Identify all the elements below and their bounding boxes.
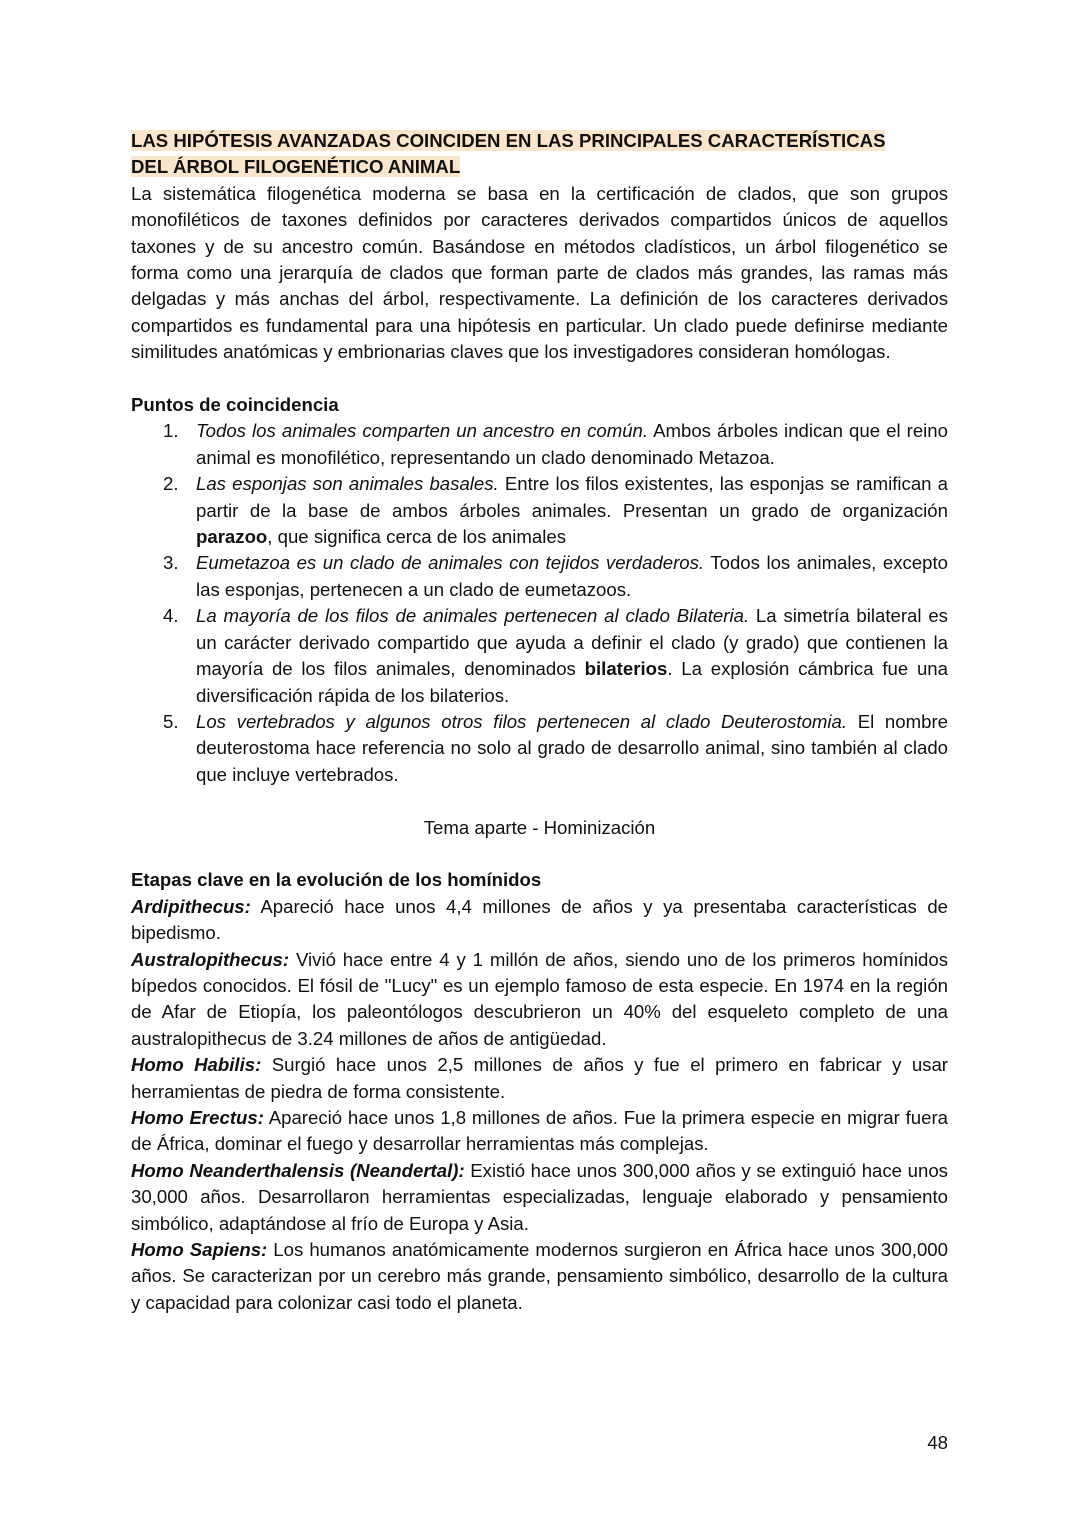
item-text-post: , que significa cerca de los animales — [267, 526, 566, 548]
list-number: 1. — [163, 420, 179, 442]
hominid-entry — [131, 894, 948, 947]
list-item — [131, 550, 948, 603]
coincidence-title: Puntos de coincidencia — [131, 394, 339, 416]
item-text: Ambos árboles indican que el reino animal es monofilético, representando un clado denominado Metazoa. — [196, 420, 948, 468]
hominid-entry — [131, 1105, 948, 1158]
page-number: 48 — [927, 1432, 948, 1453]
item-text: La simetría bilateral es un carácter derivado compartido que ayuda a definir el clado (y grado) que contienen la mayoría de los filos animales, denominados — [196, 605, 948, 680]
hominid-text: Los humanos anatómicamente modernos surgieron en África hace unos 300,000 años. Se caracterizan por un cerebro más grande, pensamiento simbólico, desarrollo de la cultura y capacidad para colonizar casi todo el planeta. — [131, 1239, 948, 1313]
hominid-entry — [131, 1052, 948, 1105]
hominid-entry — [131, 947, 948, 1053]
item-claim: Las esponjas son animales basales. — [196, 473, 499, 495]
hominid-text: Vivió hace entre 4 y 1 millón de años, siendo uno de los primeros homínidos bípedos conocidos. El fósil de "Lucy" es un ejemplo famoso de esta especie. En 1974 en la región de Afar de Etiopía, los paleontólogos descubrieron un 40% del esqueleto completo de una australopithecus de 3.24 millones de años de antigüedad. — [131, 948, 948, 1049]
item-claim: Todos los animales comparten un ancestro en común. — [196, 420, 649, 442]
spacer — [131, 788, 948, 814]
list-item — [131, 603, 948, 709]
section-heading — [131, 128, 948, 181]
hominid-entry — [131, 1237, 948, 1316]
list-number: 3. — [163, 552, 179, 574]
list-number: 4. — [163, 605, 179, 627]
item-text: El nombre deuterostoma hace referencia no solo al grado de desarrollo animal, sino también al clado que incluye vertebrados. — [196, 710, 948, 785]
intro-paragraph: La sistemática filogenética moderna se basa en la certificación de clados, que son grupos monofiléticos de taxones definidos por caracteres derivados compartidos únicos de aquellos taxones y de su ancestro común. Basándose en métodos cladísticos, un árbol filogenético se forma como una jerarquía de clados que forman parte de clados más grandes, las ramas más delgadas y más anchas del árbol, respectivamente. La definición de los caracteres derivados compartidos es fundamental para una hipótesis en particular. Un clado puede definirse mediante similitudes anatómicas y embrionarias claves que los investigadores consideran homólogas. — [131, 182, 948, 363]
item-bold-term: parazoo — [196, 526, 268, 548]
hominid-term: Ardipithecus: — [131, 895, 251, 917]
hominid-text: Surgió hace unos 2,5 millones de años y fue el primero en fabricar y usar herramientas de piedra de forma consistente. — [131, 1054, 948, 1102]
hominid-term: Australopithecus: — [131, 948, 290, 970]
hominid-term: Homo Habilis: — [131, 1054, 262, 1076]
hominid-text: Apareció hace unos 4,4 millones de años y ya presentaba características de bipedismo. — [131, 895, 948, 944]
hominid-text: Existió hace unos 300,000 años y se extinguió hace unos 30,000 años. Desarrollaron herramientas especializadas, lenguaje elaborado y pensamiento simbólico, adaptándose al frío de Europa y Asia. — [131, 1159, 948, 1234]
list-item — [131, 709, 948, 788]
item-claim: Eumetazoa es un clado de animales con tejidos verdaderos. — [196, 552, 705, 574]
hominid-entry — [131, 1158, 948, 1237]
list-item — [131, 471, 948, 550]
hominid-text: Apareció hace unos 1,8 millones de años. Fue la primera especie en migrar fuera de África, dominar el fuego y desarrollar herramientas más complejas. — [131, 1106, 948, 1155]
list-item — [131, 418, 948, 471]
hominid-term: Homo Neanderthalensis (Neandertal): — [131, 1159, 465, 1181]
hominids-title: Etapas clave en la evolución de los homínidos — [131, 869, 542, 891]
list-number: 2. — [163, 473, 179, 495]
hominid-term: Homo Erectus: — [131, 1106, 264, 1128]
item-bold-term: bilaterios — [584, 658, 668, 680]
hominid-term: Homo Sapiens: — [131, 1239, 268, 1261]
spacer — [131, 841, 948, 867]
item-text-post: . La explosión cámbrica fue una diversificación rápida de los bilaterios. — [196, 658, 948, 706]
spacer — [131, 366, 948, 392]
item-claim: La mayoría de los filos de animales pertenecen al clado Bilateria. — [196, 605, 750, 627]
list-number: 5. — [163, 710, 179, 732]
document-page — [131, 128, 948, 1316]
side-topic-title: Tema aparte - Hominización — [423, 816, 656, 838]
item-text: Todos los animales, excepto las esponjas, pertenecen a un clado de eumetazoos. — [196, 552, 948, 600]
item-claim: Los vertebrados y algunos otros filos pertenecen al clado Deuterostomia. — [196, 710, 848, 732]
heading-line-2: DEL ÁRBOL FILOGENÉTICO ANIMAL — [131, 156, 461, 178]
coincidence-list — [131, 418, 948, 788]
item-text: Entre los filos existentes, las esponjas se ramifican a partir de la base de ambos árboles animales. Presentan un grado de organización — [196, 473, 949, 521]
heading-line-1: LAS HIPÓTESIS AVANZADAS COINCIDEN EN LAS PRINCIPALES CARACTERÍSTICAS — [131, 130, 886, 151]
